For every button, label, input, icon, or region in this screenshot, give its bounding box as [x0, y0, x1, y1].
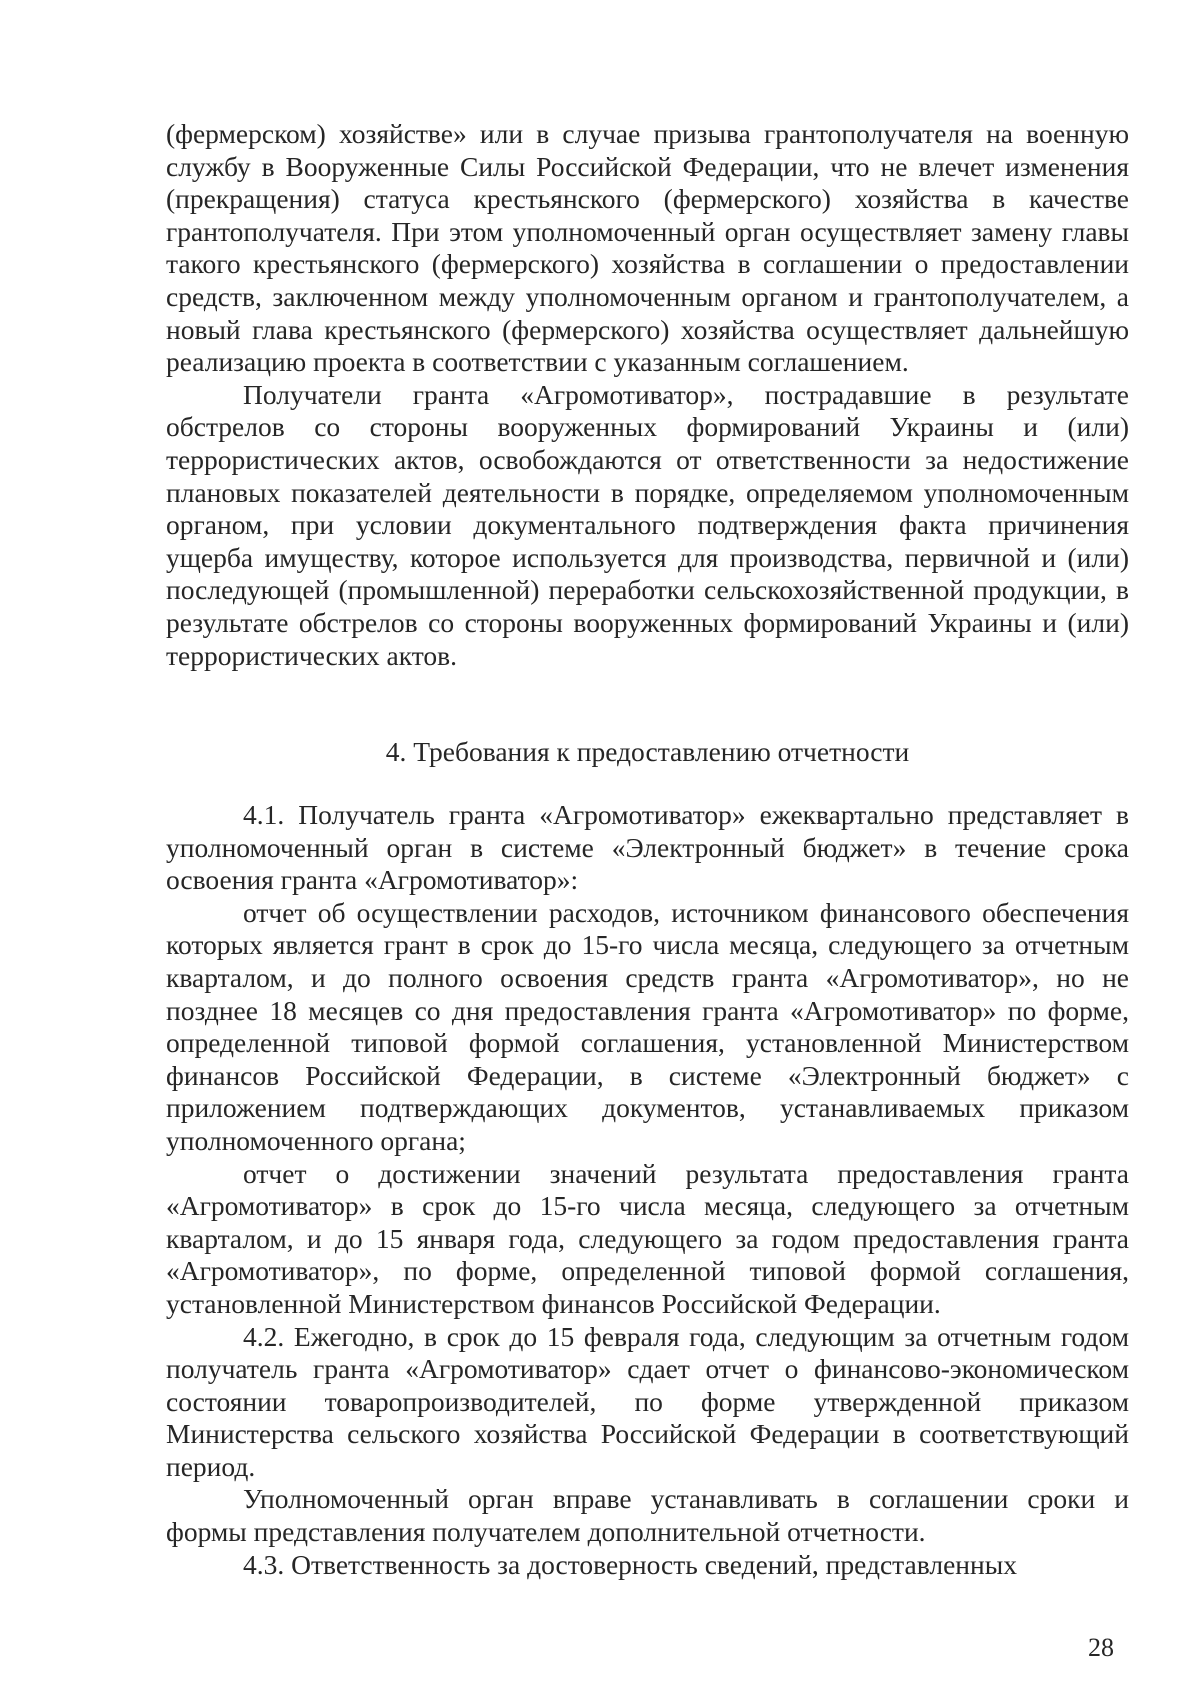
body-text-top: [166, 118, 1129, 672]
paragraph-expense-report: отчет об осуществлении расходов, источником финансового обеспечения которых является грант в срок до 15-го числа месяца, следующего за отчетным кварталом, и до полного освоения средств гранта «Агромотиватор», но не позднее 18 месяцев со дня предоставления гранта «Агромотиватор» по форме, определенной типовой формой соглашения, установленной Министерством финансов Российской Федерации, в системе «Электронный бюджет» с приложением подтверждающих документов, устанавливаемых приказом уполномоченного органа;: [166, 896, 1129, 1156]
page-number: 28: [1088, 1633, 1114, 1662]
section-heading: 4. Требования к предоставлению отчетности: [385, 736, 910, 767]
paragraph-4-1: 4.1. Получатель гранта «Агромотиватор» ежеквартально представляет в уполномоченный орган в системе «Электронный бюджет» в течение срока освоения гранта «Агромотиватор»:: [166, 799, 1129, 896]
paragraph-4-2: 4.2. Ежегодно, в срок до 15 февраля года, следующим за отчетным годом получатель гранта «Агромотиватор» сдает отчет о финансово-экономическом состоянии товаропроизводителей, по форме утвержденной приказом Министерства сельского хозяйства Российской Федерации в соответствующий период.: [166, 1320, 1129, 1482]
paragraph-4-3: 4.3. Ответственность за достоверность сведений, представленных: [243, 1548, 1017, 1580]
paragraph-additional-reporting: Уполномоченный орган вправе устанавливать в соглашении сроки и формы представления получателем дополнительной отчетности.: [166, 1483, 1129, 1548]
paragraph-shelling-exemption: Получатели гранта «Агромотиватор», пострадавшие в результате обстрелов со стороны вооруженных формирований Украины и (или) террористических актов, освобождаются от ответственности за недостижение плановых показателей деятельности в порядке, определяемом уполномоченным органом, при условии документального подтверждения факта причинения ущерба имуществу, которое используется для производства, первичной и (или) последующей (промышленной) переработки сельскохозяйственной продукции, в результате обстрелов со стороны вооруженных формирований Украины и (или) террористических актов.: [166, 378, 1129, 671]
body-text-bottom: [166, 799, 1129, 1581]
paragraph-continuation: (фермерском) хозяйстве» или в случае призыва грантополучателя на военную службу в Вооруженные Силы Российской Федерации, что не влечет изменения (прекращения) статуса крестьянского (фермерского) хозяйства в качестве грантополучателя. При этом уполномоченный орган осуществляет замену главы такого крестьянского (фермерского) хозяйства в соглашении о предоставлении средств, заключенном между уполномоченным органом и грантополучателем, а новый глава крестьянского (фермерского) хозяйства осуществляет дальнейшую реализацию проекта в соответствии с указанным соглашением.: [166, 118, 1129, 378]
paragraph-result-report: отчет о достижении значений результата предоставления гранта «Агромотиватор» в срок до 15-го числа месяца, следующего за отчетным кварталом, и до 15 января года, следующего за годом предоставления гранта «Агромотиватор», по форме, определенной типовой формой соглашения, установленной Министерством финансов Российской Федерации.: [166, 1157, 1129, 1319]
